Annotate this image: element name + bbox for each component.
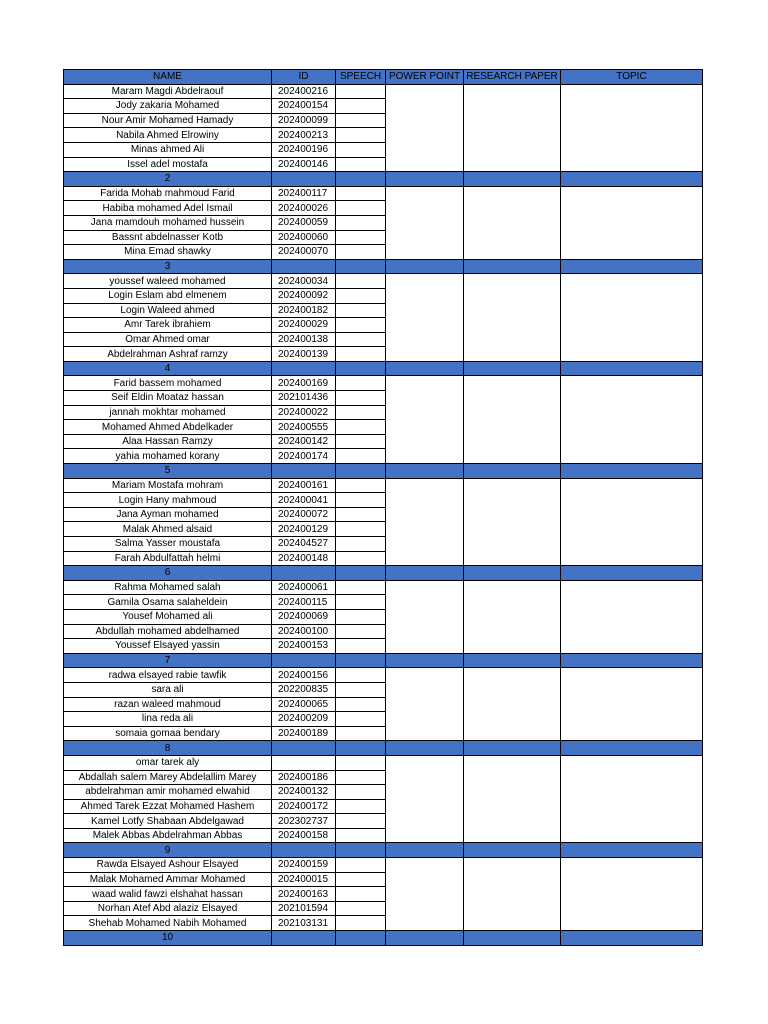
student-name-cell[interactable]: Kamel Lotfy Shabaan Abdelgawad bbox=[64, 814, 272, 829]
group-separator-research-paper-cell[interactable] bbox=[464, 464, 561, 479]
student-name-cell[interactable]: Bassnt abdelnasser Kotb bbox=[64, 230, 272, 245]
topic-group-cell[interactable] bbox=[561, 376, 703, 464]
group-separator-power-point-cell[interactable] bbox=[386, 464, 464, 479]
student-id-cell[interactable]: 202400115 bbox=[272, 595, 336, 610]
speech-cell[interactable] bbox=[336, 245, 386, 260]
student-id-cell[interactable]: 202400070 bbox=[272, 245, 336, 260]
group-assignment-sheet bbox=[63, 69, 703, 946]
group-separator-topic-cell[interactable] bbox=[561, 741, 703, 756]
speech-cell[interactable] bbox=[336, 128, 386, 143]
group-separator-row bbox=[64, 843, 703, 858]
student-name-cell[interactable]: Abdelrahman Ashraf ramzy bbox=[64, 347, 272, 362]
student-id-cell[interactable]: 202400132 bbox=[272, 785, 336, 800]
student-id-cell[interactable]: 202400146 bbox=[272, 157, 336, 172]
speech-cell[interactable] bbox=[336, 420, 386, 435]
group-number-cell[interactable]: 3 bbox=[64, 259, 272, 274]
speech-cell[interactable] bbox=[336, 201, 386, 216]
student-id-cell[interactable]: 202103131 bbox=[272, 916, 336, 931]
speech-cell[interactable] bbox=[336, 682, 386, 697]
group-separator-speech-cell[interactable] bbox=[336, 931, 386, 946]
table-row bbox=[64, 376, 703, 391]
student-name-cell[interactable]: Farid bassem mohamed bbox=[64, 376, 272, 391]
research-paper-group-cell[interactable] bbox=[464, 186, 561, 259]
student-name-cell[interactable]: jannah mokhtar mohamed bbox=[64, 405, 272, 420]
group-separator-power-point-cell[interactable] bbox=[386, 172, 464, 187]
group-separator-row bbox=[64, 931, 703, 946]
group-separator-id-cell[interactable] bbox=[272, 566, 336, 581]
speech-cell[interactable] bbox=[336, 595, 386, 610]
group-separator-row bbox=[64, 741, 703, 756]
group-separator-research-paper-cell[interactable] bbox=[464, 566, 561, 581]
sheet-body bbox=[64, 84, 703, 945]
speech-cell[interactable] bbox=[336, 434, 386, 449]
research-paper-group-cell[interactable] bbox=[464, 478, 561, 566]
student-id-cell[interactable]: 202400189 bbox=[272, 726, 336, 741]
student-id-cell[interactable]: 202400142 bbox=[272, 434, 336, 449]
speech-cell[interactable] bbox=[336, 624, 386, 639]
speech-cell[interactable] bbox=[336, 814, 386, 829]
power-point-group-cell[interactable] bbox=[386, 580, 464, 653]
speech-cell[interactable] bbox=[336, 318, 386, 333]
table-row bbox=[64, 668, 703, 683]
student-name-cell[interactable]: Minas ahmed Ali bbox=[64, 142, 272, 157]
table-row bbox=[64, 755, 703, 770]
speech-cell[interactable] bbox=[336, 391, 386, 406]
speech-cell[interactable] bbox=[336, 580, 386, 595]
group-separator-row bbox=[64, 361, 703, 376]
group-separator-speech-cell[interactable] bbox=[336, 259, 386, 274]
group-separator-power-point-cell[interactable] bbox=[386, 931, 464, 946]
speech-cell[interactable] bbox=[336, 712, 386, 727]
student-id-cell[interactable]: 202400153 bbox=[272, 639, 336, 654]
topic-group-cell[interactable] bbox=[561, 858, 703, 931]
research-paper-group-cell[interactable] bbox=[464, 84, 561, 172]
student-id-cell[interactable]: 202101436 bbox=[272, 391, 336, 406]
student-id-cell[interactable]: 202302737 bbox=[272, 814, 336, 829]
speech-column-header[interactable]: SPEECH bbox=[336, 70, 386, 85]
student-id-cell[interactable]: 202400158 bbox=[272, 828, 336, 843]
table-row bbox=[64, 274, 703, 289]
student-name-cell[interactable]: Norhan Atef Abd alaziz Elsayed bbox=[64, 901, 272, 916]
student-id-cell[interactable]: 202400059 bbox=[272, 215, 336, 230]
group-number-cell[interactable]: 2 bbox=[64, 172, 272, 187]
student-id-cell[interactable]: 202400041 bbox=[272, 493, 336, 508]
student-id-cell[interactable]: 202400169 bbox=[272, 376, 336, 391]
speech-cell[interactable] bbox=[336, 99, 386, 114]
student-id-cell[interactable]: 202400161 bbox=[272, 478, 336, 493]
research-paper-group-cell[interactable] bbox=[464, 858, 561, 931]
speech-cell[interactable] bbox=[336, 215, 386, 230]
group-separator-research-paper-cell[interactable] bbox=[464, 361, 561, 376]
research-paper-group-cell[interactable] bbox=[464, 755, 561, 843]
student-name-cell[interactable]: sara ali bbox=[64, 682, 272, 697]
table-row bbox=[64, 186, 703, 201]
student-name-cell[interactable]: Youssef Elsayed yassin bbox=[64, 639, 272, 654]
group-number-cell[interactable]: 8 bbox=[64, 741, 272, 756]
student-name-cell[interactable]: Alaa Hassan Ramzy bbox=[64, 434, 272, 449]
power-point-group-cell[interactable] bbox=[386, 858, 464, 931]
group-separator-topic-cell[interactable] bbox=[561, 566, 703, 581]
student-name-cell[interactable]: Mohamed Ahmed Abdelkader bbox=[64, 420, 272, 435]
student-name-cell[interactable]: Omar Ahmed omar bbox=[64, 332, 272, 347]
student-name-cell[interactable]: razan waleed mahmoud bbox=[64, 697, 272, 712]
student-name-cell[interactable]: lina reda ali bbox=[64, 712, 272, 727]
student-id-cell[interactable]: 202400163 bbox=[272, 887, 336, 902]
student-id-cell[interactable]: 202400138 bbox=[272, 332, 336, 347]
group-separator-research-paper-cell[interactable] bbox=[464, 172, 561, 187]
student-id-cell[interactable]: 202400172 bbox=[272, 799, 336, 814]
student-name-cell[interactable]: Mina Emad shawky bbox=[64, 245, 272, 260]
group-separator-power-point-cell[interactable] bbox=[386, 653, 464, 668]
student-name-cell[interactable]: Jody zakaria Mohamed bbox=[64, 99, 272, 114]
speech-cell[interactable] bbox=[336, 770, 386, 785]
student-id-cell[interactable]: 202400216 bbox=[272, 84, 336, 99]
speech-cell[interactable] bbox=[336, 697, 386, 712]
student-id-cell[interactable]: 202400072 bbox=[272, 507, 336, 522]
group-separator-id-cell[interactable] bbox=[272, 464, 336, 479]
student-name-cell[interactable]: Jana mamdouh mohamed hussein bbox=[64, 215, 272, 230]
group-separator-topic-cell[interactable] bbox=[561, 653, 703, 668]
student-name-cell[interactable]: Mariam Mostafa mohram bbox=[64, 478, 272, 493]
table-row bbox=[64, 580, 703, 595]
student-name-cell[interactable]: Amr Tarek ibrahiem bbox=[64, 318, 272, 333]
group-separator-row bbox=[64, 259, 703, 274]
group-separator-topic-cell[interactable] bbox=[561, 259, 703, 274]
student-id-cell[interactable]: 202400034 bbox=[272, 274, 336, 289]
speech-cell[interactable] bbox=[336, 142, 386, 157]
group-separator-row bbox=[64, 566, 703, 581]
table-row bbox=[64, 858, 703, 873]
student-id-cell[interactable]: 202400209 bbox=[272, 712, 336, 727]
topic-column-header[interactable]: TOPIC bbox=[561, 70, 703, 85]
speech-cell[interactable] bbox=[336, 858, 386, 873]
speech-cell[interactable] bbox=[336, 274, 386, 289]
group-separator-power-point-cell[interactable] bbox=[386, 741, 464, 756]
speech-cell[interactable] bbox=[336, 186, 386, 201]
student-name-cell[interactable]: Yousef Mohamed ali bbox=[64, 609, 272, 624]
research-paper-group-cell[interactable] bbox=[464, 274, 561, 362]
topic-group-cell[interactable] bbox=[561, 668, 703, 741]
group-number-cell[interactable]: 5 bbox=[64, 464, 272, 479]
group-separator-speech-cell[interactable] bbox=[336, 361, 386, 376]
student-name-cell[interactable]: Abdullah mohamed abdelhamed bbox=[64, 624, 272, 639]
student-id-cell[interactable]: 202400196 bbox=[272, 142, 336, 157]
group-separator-power-point-cell[interactable] bbox=[386, 361, 464, 376]
research-paper-group-cell[interactable] bbox=[464, 376, 561, 464]
group-separator-topic-cell[interactable] bbox=[561, 172, 703, 187]
topic-group-cell[interactable] bbox=[561, 755, 703, 843]
speech-cell[interactable] bbox=[336, 347, 386, 362]
group-separator-topic-cell[interactable] bbox=[561, 843, 703, 858]
student-name-cell[interactable]: Nour Amir Mohamed Hamady bbox=[64, 113, 272, 128]
group-separator-row bbox=[64, 464, 703, 479]
student-id-cell[interactable]: 202200835 bbox=[272, 682, 336, 697]
speech-cell[interactable] bbox=[336, 303, 386, 318]
id-column-header[interactable]: ID bbox=[272, 70, 336, 85]
speech-cell[interactable] bbox=[336, 901, 386, 916]
speech-cell[interactable] bbox=[336, 449, 386, 464]
group-separator-speech-cell[interactable] bbox=[336, 566, 386, 581]
student-name-cell[interactable]: Seif Eldin Moataz hassan bbox=[64, 391, 272, 406]
group-separator-research-paper-cell[interactable] bbox=[464, 259, 561, 274]
group-separator-id-cell[interactable] bbox=[272, 741, 336, 756]
student-id-cell[interactable]: 202400060 bbox=[272, 230, 336, 245]
student-name-cell[interactable]: Farida Mohab mahmoud Farid bbox=[64, 186, 272, 201]
student-id-cell[interactable]: 202400061 bbox=[272, 580, 336, 595]
group-number-cell[interactable]: 9 bbox=[64, 843, 272, 858]
speech-cell[interactable] bbox=[336, 609, 386, 624]
student-id-cell[interactable]: 202101594 bbox=[272, 901, 336, 916]
group-separator-id-cell[interactable] bbox=[272, 361, 336, 376]
student-id-cell[interactable]: 202404527 bbox=[272, 537, 336, 552]
power-point-group-cell[interactable] bbox=[386, 376, 464, 464]
student-name-cell[interactable]: omar tarek aly bbox=[64, 755, 272, 770]
group-separator-id-cell[interactable] bbox=[272, 259, 336, 274]
group-number-cell[interactable]: 10 bbox=[64, 931, 272, 946]
group-separator-row bbox=[64, 653, 703, 668]
topic-group-cell[interactable] bbox=[561, 580, 703, 653]
student-name-cell[interactable]: Login Eslam abd elmenem bbox=[64, 288, 272, 303]
group-separator-id-cell[interactable] bbox=[272, 172, 336, 187]
power-point-group-cell[interactable] bbox=[386, 668, 464, 741]
student-name-cell[interactable]: Nabila Ahmed Elrowiny bbox=[64, 128, 272, 143]
student-id-cell[interactable]: 202400015 bbox=[272, 872, 336, 887]
group-separator-speech-cell[interactable] bbox=[336, 172, 386, 187]
student-name-cell[interactable]: somaia gomaa bendary bbox=[64, 726, 272, 741]
student-id-cell[interactable]: 202400129 bbox=[272, 522, 336, 537]
speech-cell[interactable] bbox=[336, 668, 386, 683]
student-id-cell[interactable]: 202400069 bbox=[272, 609, 336, 624]
student-name-cell[interactable]: Maram Magdi Abdelraouf bbox=[64, 84, 272, 99]
student-name-cell[interactable]: Abdallah salem Marey Abdelallim Marey bbox=[64, 770, 272, 785]
student-id-cell[interactable]: 202400099 bbox=[272, 113, 336, 128]
student-name-cell[interactable]: Farah Abdulfattah helmi bbox=[64, 551, 272, 566]
student-id-cell[interactable]: 202400156 bbox=[272, 668, 336, 683]
group-separator-research-paper-cell[interactable] bbox=[464, 843, 561, 858]
topic-group-cell[interactable] bbox=[561, 478, 703, 566]
group-number-cell[interactable]: 6 bbox=[64, 566, 272, 581]
speech-cell[interactable] bbox=[336, 537, 386, 552]
speech-cell[interactable] bbox=[336, 288, 386, 303]
student-name-cell[interactable]: Malak Ahmed alsaid bbox=[64, 522, 272, 537]
speech-cell[interactable] bbox=[336, 84, 386, 99]
student-name-cell[interactable]: Habiba mohamed Adel Ismail bbox=[64, 201, 272, 216]
student-id-cell[interactable]: 202400029 bbox=[272, 318, 336, 333]
group-number-cell[interactable]: 7 bbox=[64, 653, 272, 668]
group-separator-research-paper-cell[interactable] bbox=[464, 741, 561, 756]
group-separator-speech-cell[interactable] bbox=[336, 464, 386, 479]
student-name-cell[interactable]: radwa elsayed rabie tawfik bbox=[64, 668, 272, 683]
name-column-header[interactable]: NAME bbox=[64, 70, 272, 85]
student-name-cell[interactable]: Login Hany mahmoud bbox=[64, 493, 272, 508]
speech-cell[interactable] bbox=[336, 785, 386, 800]
student-name-cell[interactable]: Login Waleed ahmed bbox=[64, 303, 272, 318]
speech-cell[interactable] bbox=[336, 639, 386, 654]
student-id-cell[interactable]: 202400174 bbox=[272, 449, 336, 464]
student-name-cell[interactable]: Rahma Mohamed salah bbox=[64, 580, 272, 595]
speech-cell[interactable] bbox=[336, 230, 386, 245]
speech-cell[interactable] bbox=[336, 887, 386, 902]
speech-cell[interactable] bbox=[336, 157, 386, 172]
speech-cell[interactable] bbox=[336, 405, 386, 420]
student-id-cell[interactable]: 202400213 bbox=[272, 128, 336, 143]
group-separator-speech-cell[interactable] bbox=[336, 653, 386, 668]
speech-cell[interactable] bbox=[336, 828, 386, 843]
student-id-cell[interactable]: 202400139 bbox=[272, 347, 336, 362]
student-name-cell[interactable]: Jana Ayman mohamed bbox=[64, 507, 272, 522]
power-point-group-cell[interactable] bbox=[386, 755, 464, 843]
group-separator-speech-cell[interactable] bbox=[336, 741, 386, 756]
speech-cell[interactable] bbox=[336, 872, 386, 887]
student-id-cell[interactable]: 202400065 bbox=[272, 697, 336, 712]
group-separator-id-cell[interactable] bbox=[272, 931, 336, 946]
group-separator-id-cell[interactable] bbox=[272, 653, 336, 668]
speech-cell[interactable] bbox=[336, 332, 386, 347]
power-point-column-header[interactable]: POWER POINT bbox=[386, 70, 464, 85]
student-id-cell[interactable]: 202400555 bbox=[272, 420, 336, 435]
speech-cell[interactable] bbox=[336, 799, 386, 814]
group-separator-research-paper-cell[interactable] bbox=[464, 931, 561, 946]
speech-cell[interactable] bbox=[336, 726, 386, 741]
table-row bbox=[64, 478, 703, 493]
speech-cell[interactable] bbox=[336, 113, 386, 128]
student-name-cell[interactable]: Issel adel mostafa bbox=[64, 157, 272, 172]
student-id-cell[interactable]: 202400159 bbox=[272, 858, 336, 873]
group-separator-speech-cell[interactable] bbox=[336, 843, 386, 858]
student-name-cell[interactable]: Rawda Elsayed Ashour Elsayed bbox=[64, 858, 272, 873]
student-name-cell[interactable]: waad walid fawzi elshahat hassan bbox=[64, 887, 272, 902]
power-point-group-cell[interactable] bbox=[386, 84, 464, 172]
research-paper-group-cell[interactable] bbox=[464, 668, 561, 741]
student-name-cell[interactable]: youssef waleed mohamed bbox=[64, 274, 272, 289]
student-id-cell[interactable] bbox=[272, 755, 336, 770]
topic-group-cell[interactable] bbox=[561, 274, 703, 362]
research-paper-column-header[interactable]: RESEARCH PAPER bbox=[464, 70, 561, 85]
topic-group-cell[interactable] bbox=[561, 84, 703, 172]
speech-cell[interactable] bbox=[336, 507, 386, 522]
student-name-cell[interactable]: abdelrahman amir mohamed elwahid bbox=[64, 785, 272, 800]
speech-cell[interactable] bbox=[336, 755, 386, 770]
student-name-cell[interactable]: Gamila Osama salaheldein bbox=[64, 595, 272, 610]
student-id-cell[interactable]: 202400117 bbox=[272, 186, 336, 201]
speech-cell[interactable] bbox=[336, 551, 386, 566]
student-id-cell[interactable]: 202400022 bbox=[272, 405, 336, 420]
student-name-cell[interactable]: Malak Mohamed Ammar Mohamed bbox=[64, 872, 272, 887]
speech-cell[interactable] bbox=[336, 916, 386, 931]
research-paper-group-cell[interactable] bbox=[464, 580, 561, 653]
group-separator-power-point-cell[interactable] bbox=[386, 259, 464, 274]
student-name-cell[interactable]: Ahmed Tarek Ezzat Mohamed Hashem bbox=[64, 799, 272, 814]
student-id-cell[interactable]: 202400182 bbox=[272, 303, 336, 318]
power-point-group-cell[interactable] bbox=[386, 186, 464, 259]
speech-cell[interactable] bbox=[336, 376, 386, 391]
group-separator-topic-cell[interactable] bbox=[561, 464, 703, 479]
group-number-cell[interactable]: 4 bbox=[64, 361, 272, 376]
group-separator-research-paper-cell[interactable] bbox=[464, 653, 561, 668]
group-separator-id-cell[interactable] bbox=[272, 843, 336, 858]
header-row bbox=[64, 70, 703, 85]
student-name-cell[interactable]: Malek Abbas Abdelrahman Abbas bbox=[64, 828, 272, 843]
student-id-cell[interactable]: 202400148 bbox=[272, 551, 336, 566]
student-id-cell[interactable]: 202400100 bbox=[272, 624, 336, 639]
table-row bbox=[64, 84, 703, 99]
student-name-cell[interactable]: Shehab Mohamed Nabih Mohamed bbox=[64, 916, 272, 931]
topic-group-cell[interactable] bbox=[561, 186, 703, 259]
student-name-cell[interactable]: Salma Yasser moustafa bbox=[64, 537, 272, 552]
speech-cell[interactable] bbox=[336, 478, 386, 493]
group-separator-row bbox=[64, 172, 703, 187]
speech-cell[interactable] bbox=[336, 493, 386, 508]
speech-cell[interactable] bbox=[336, 522, 386, 537]
group-separator-topic-cell[interactable] bbox=[561, 931, 703, 946]
power-point-group-cell[interactable] bbox=[386, 478, 464, 566]
group-separator-topic-cell[interactable] bbox=[561, 361, 703, 376]
student-name-cell[interactable]: yahia mohamed korany bbox=[64, 449, 272, 464]
power-point-group-cell[interactable] bbox=[386, 274, 464, 362]
group-separator-power-point-cell[interactable] bbox=[386, 843, 464, 858]
student-id-cell[interactable]: 202400154 bbox=[272, 99, 336, 114]
student-id-cell[interactable]: 202400026 bbox=[272, 201, 336, 216]
student-id-cell[interactable]: 202400092 bbox=[272, 288, 336, 303]
group-separator-power-point-cell[interactable] bbox=[386, 566, 464, 581]
student-id-cell[interactable]: 202400186 bbox=[272, 770, 336, 785]
